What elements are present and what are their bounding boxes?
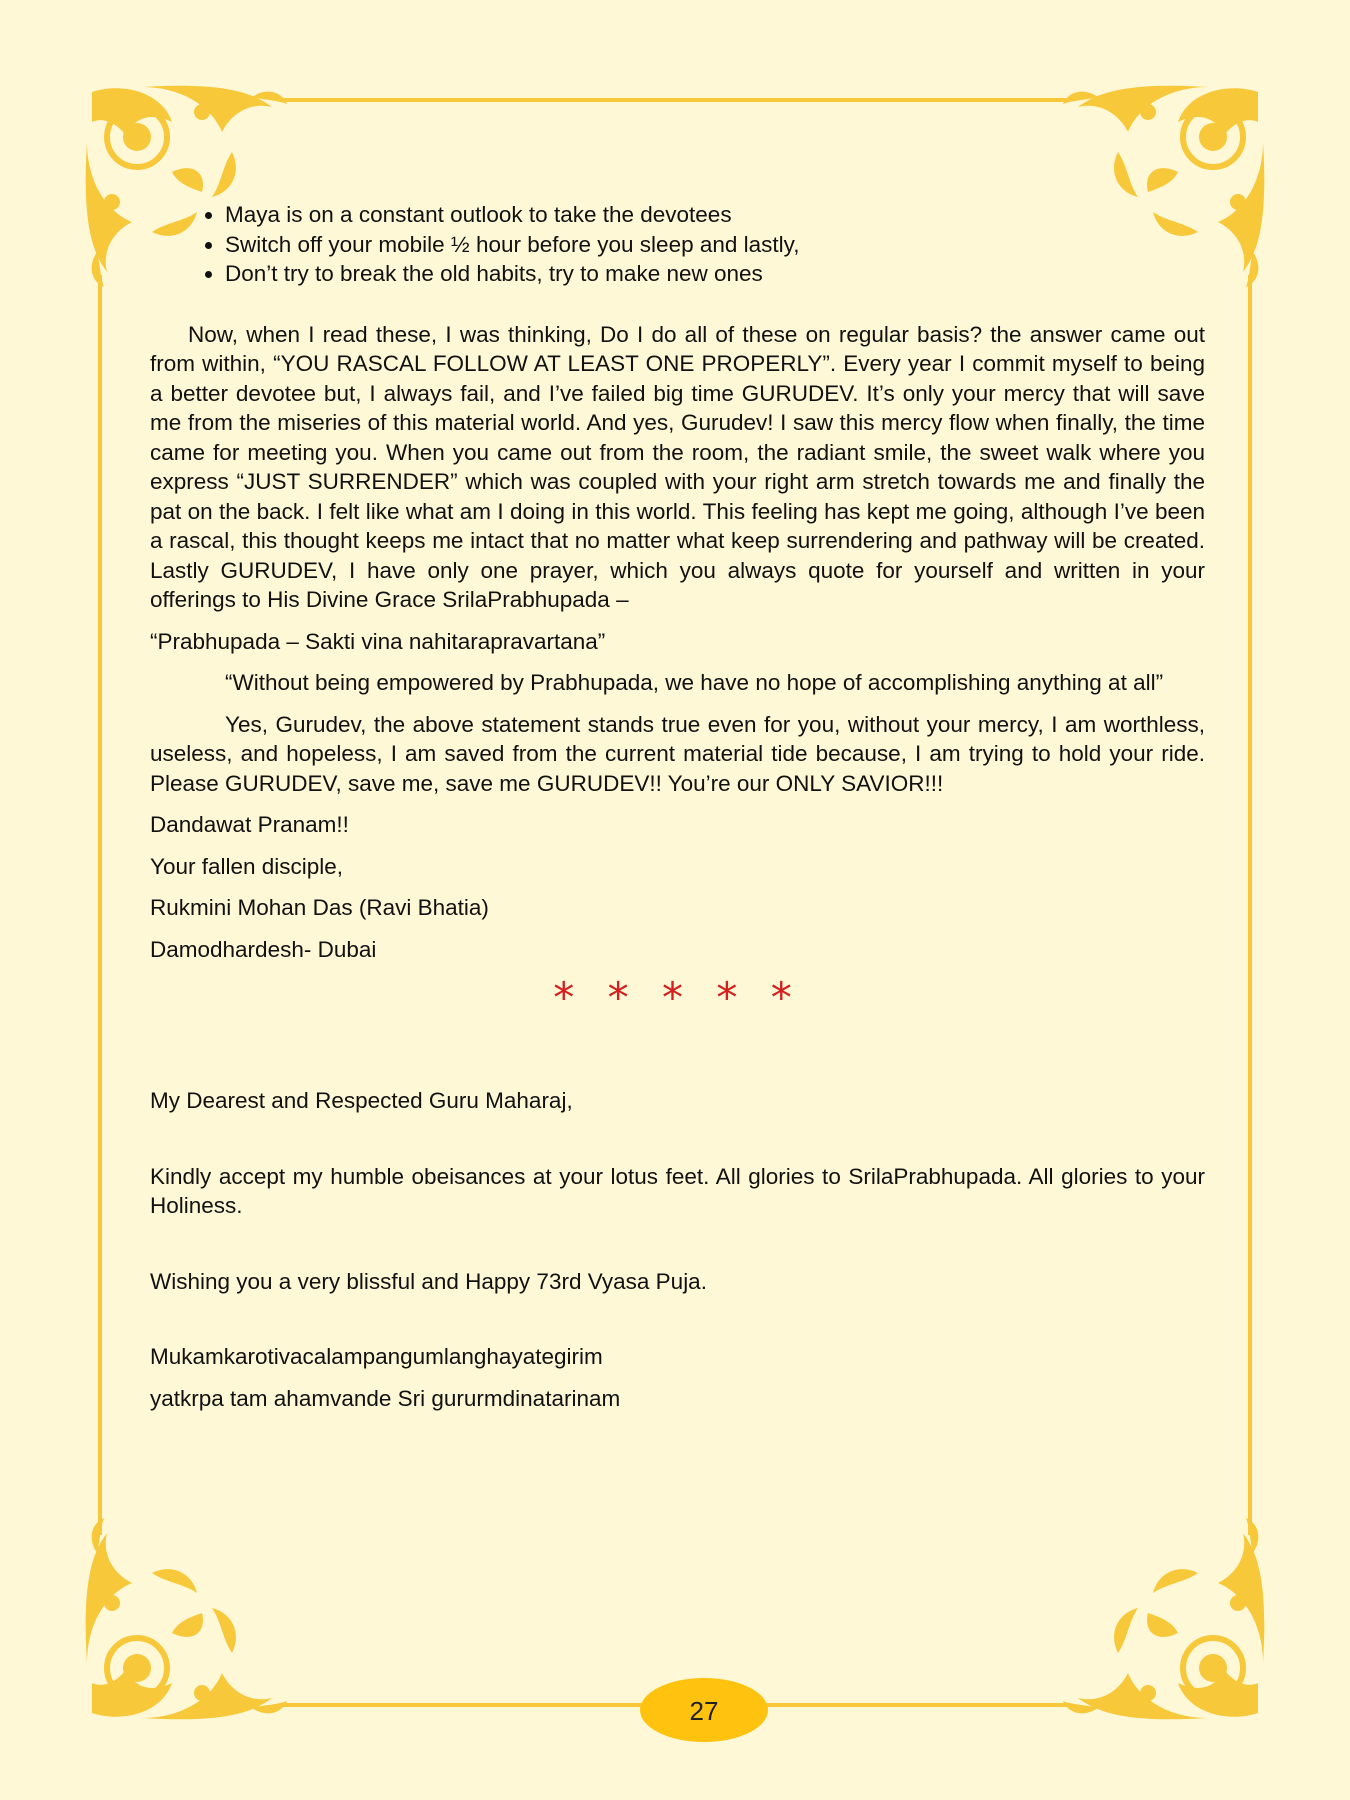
bullet-item: • Maya is on a constant outlook to take the devotees bbox=[225, 200, 1205, 230]
signature-name: Rukmini Mohan Das (Ravi Bhatia) bbox=[150, 895, 489, 920]
quote-translation: “Without being empowered by Prabhupada, we have no hope of accomplishing anything at all” bbox=[225, 670, 1164, 695]
sanskrit-quote: “Prabhupada – Sakti vina nahitarapravartana” bbox=[150, 628, 606, 654]
bullet-item: • Don’t try to break the old habits, try to make new ones bbox=[225, 259, 1205, 289]
bullet-list bbox=[150, 200, 1205, 289]
verse-line-2: yatkrpa tam ahamvande Sri gururmdinatarinam bbox=[150, 1385, 621, 1411]
letter-salutation: My Dearest and Respected Guru Maharaj, bbox=[150, 1088, 573, 1113]
letter-intro: Kindly accept my humble obeisances at your lotus feet. All glories to SrilaPrabhupada. All glories to your Holiness. bbox=[150, 1163, 1205, 1218]
verse-line-1: Mukamkarotivacalampangumlanghayategirim bbox=[150, 1344, 603, 1369]
corner-ornament-bottom-left bbox=[86, 1518, 287, 1719]
separator-stars: * * * * * bbox=[553, 973, 802, 1022]
paragraph-second: Yes, Gurudev, the above statement stands true even for you, without your mercy, I am worthless, useless, and hopeless, I am saved from the current material tide because, I am trying to hold your ride. Please GURUDEV, save me, save me GURUDEV!! You’re our ONLY SAVIOR!!! bbox=[150, 711, 1205, 796]
corner-ornament-bottom-right bbox=[1063, 1518, 1264, 1719]
closing-fallen-disciple: Your fallen disciple, bbox=[150, 853, 344, 879]
closing-pranam: Dandawat Pranam!! bbox=[150, 812, 349, 837]
page-content bbox=[150, 200, 1205, 1413]
page-number: 27 bbox=[640, 1678, 768, 1742]
letter-wish: Wishing you a very blissful and Happy 73rd Vyasa Puja. bbox=[150, 1268, 707, 1294]
paragraph-main: Now, when I read these, I was thinking, Do I do all of these on regular basis? the answer came out from within, “YOU RASCAL FOLLOW AT LEAST ONE PROPERLY”. Every year I commit myself to being a better devotee but, I always fail, and I’ve failed big time GURUDEV. It’s only your mercy that will save me from the miseries of this material world. And yes, Gurudev! I saw this mercy flow when finally, the time came for meeting you. When you came out from the room, the radiant smile, the sweet walk where you express “JUST SURRENDER” which was coupled with your right arm stretch towards me and finally the pat on the back. I felt like what am I doing in this world. This feeling has kept me going, although I’ve been a rascal, this thought keeps me intact that no matter what keep surrendering and pathway will be created. Lastly GURUDEV, I have only one prayer, which you always quote for yourself and written in your offerings to His Divine Grace SrilaPrabhupada – bbox=[150, 321, 1205, 612]
bullet-item: • Switch off your mobile ½ hour before you sleep and lastly, bbox=[225, 230, 1205, 260]
signature-place: Damodhardesh- Dubai bbox=[150, 936, 377, 962]
